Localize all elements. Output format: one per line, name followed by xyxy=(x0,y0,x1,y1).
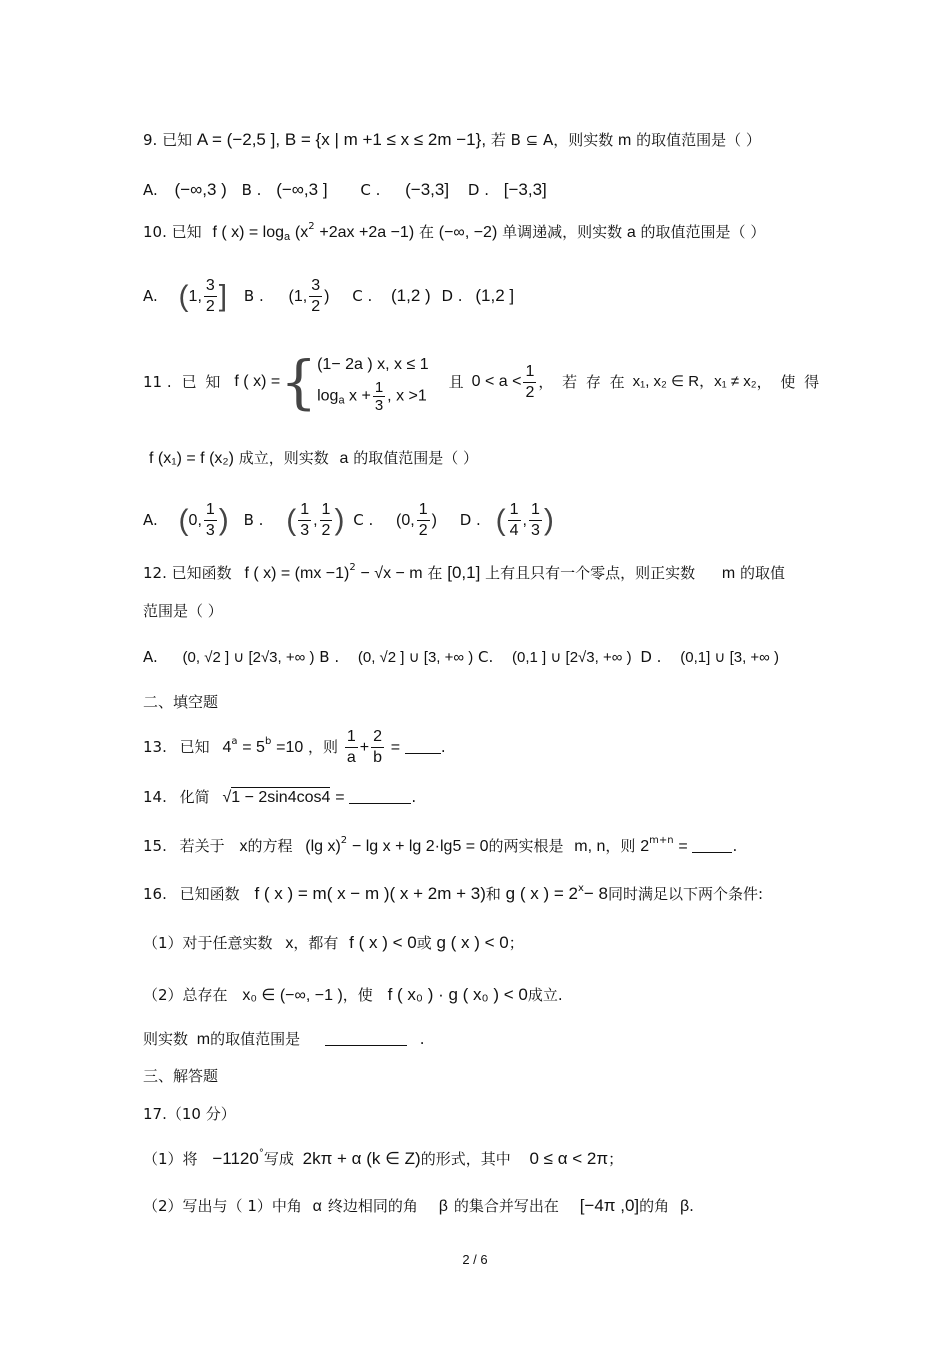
q11-variable: a xyxy=(339,450,349,467)
q10-option-a-label: A. xyxy=(143,287,158,305)
q16-g: g ( x ) = 2 xyxy=(505,884,578,903)
q15-equation: (lg x) xyxy=(305,838,341,855)
q17-interval: [−4π ,0] xyxy=(579,1196,640,1215)
question-10-stem xyxy=(143,222,813,243)
question-14: 14. 化简 √1 − 2sin4cos4 = . xyxy=(143,788,417,806)
q10-known: 已知 xyxy=(171,223,202,241)
q16-f: f ( x ) = m( x − m )( x + 2m + 3) xyxy=(254,884,486,903)
q9-option-c-label: C . xyxy=(360,181,381,199)
q11-holds: 成立，则实数 xyxy=(238,449,329,467)
q11-make: ， 使 得 xyxy=(756,373,822,391)
q9-set-a: A = (−2,5 ], xyxy=(196,130,281,149)
q11-number: 11 . xyxy=(143,373,172,391)
q16-answer-blank[interactable] xyxy=(325,1031,407,1046)
q16-condition-2-x0: x₀ ∈ (−∞, −1 ) xyxy=(242,987,343,1004)
q15-number: 15. xyxy=(143,837,167,855)
q9-known: 已知 xyxy=(162,131,193,149)
section-solutions-heading: 三、解答题 xyxy=(143,1067,219,1085)
q16-condition-2-product: f ( x₀ ) · g ( x₀ ) < 0 xyxy=(387,985,528,1004)
q12-text-on: 在 xyxy=(427,564,443,582)
question-12-stem-2 xyxy=(143,601,813,621)
q12-option-a: (0, √2 ] ∪ [2√3, +∞ ) xyxy=(182,649,315,666)
q11-and: 且 xyxy=(448,373,464,391)
q11-equality: f (x₁) = f (x₂) xyxy=(149,450,234,467)
q11-option-d-fraction-1: $\frac{1}{4}$ xyxy=(509,501,519,539)
question-17-part-2: （2）写出与（ 1）中角 α 终边相同的角 β 的集合并写出在 [−4π ,0]的角 β. xyxy=(143,1196,694,1215)
q14-text: 化简 xyxy=(179,788,210,806)
q12-option-c-label: C. xyxy=(478,648,494,666)
question-9-stem xyxy=(143,130,813,151)
question-11-stem-2 xyxy=(149,448,819,469)
q11-option-b-fraction-1: $\frac{1}{3}$ xyxy=(300,501,310,539)
q11-option-b-label: B . xyxy=(243,511,264,529)
question-11-stem xyxy=(143,340,822,424)
q10-variable: a xyxy=(626,224,636,241)
q11-function: f ( x) = xyxy=(234,373,281,390)
q11-option-a-label: A. xyxy=(143,511,158,529)
q9-number: 9. xyxy=(143,131,158,149)
q9-option-d: [−3,3] xyxy=(503,180,547,199)
q9-variable: m xyxy=(618,132,632,149)
q13-then: ，则 xyxy=(308,738,339,756)
q11-option-c-label: C . xyxy=(353,511,374,529)
q10-function: f ( x) = log xyxy=(212,224,285,241)
q10-option-b-fraction: $\frac{3}{2}$ xyxy=(311,277,321,315)
q12-option-b: (0, √2 ] ∪ [3, +∞ ) xyxy=(357,649,474,666)
q13-eq-b: = 5 xyxy=(242,739,265,756)
q16-number: 16. xyxy=(143,885,167,903)
q10-option-c: (1,2 ) xyxy=(391,286,431,305)
q12-ask-2: 范围是（ ） xyxy=(143,602,223,620)
q15-answer-blank[interactable] xyxy=(692,838,732,853)
q10-option-a-start: 1, xyxy=(188,288,202,305)
q17-score: （10 分） xyxy=(166,1105,236,1123)
q14-number: 14. xyxy=(143,788,167,806)
q10-square: 2 xyxy=(308,221,315,232)
question-16-condition-1: （1）对于任意实数 x，都有 f ( x ) < 0或 g ( x ) < 0； xyxy=(143,933,524,952)
question-15: 15. 若关于 x的方程 (lg x)$^2$ − lg x + lg 2·lg5 = 0的两实根是 m, n，则 $2^{m+n}$ = . xyxy=(143,835,738,855)
q10-text-in: 在 xyxy=(418,223,434,241)
q9-ask: 的取值范围是（ ） xyxy=(636,131,761,149)
q11-option-c-fraction: $\frac{1}{2}$ xyxy=(418,501,428,539)
q12-function-rest: − √x − m xyxy=(360,565,423,582)
q11-option-a-fraction: $\frac{1}{3}$ xyxy=(205,501,215,539)
q10-option-d-label: D . xyxy=(441,287,463,305)
q9-option-a-label: A. xyxy=(143,181,158,199)
q10-interval: (−∞, −2) xyxy=(438,224,498,241)
q10-number: 10. xyxy=(143,223,167,241)
q12-option-d: (0,1] ∪ [3, +∞ ) xyxy=(680,649,780,666)
question-17-header xyxy=(143,1104,813,1124)
q10-option-d: (1,2 ] xyxy=(475,286,515,305)
q13-known: 已知 xyxy=(179,738,210,756)
q15-power: 2 xyxy=(640,838,650,855)
question-12-stem xyxy=(143,563,813,584)
q13-eq-a: 4 xyxy=(222,739,232,756)
q12-text-zero: 上有且只有一个零点，则正实数 xyxy=(485,564,696,582)
q16-condition-1-g: g ( x ) < 0 xyxy=(436,933,509,952)
q11-known: 已 知 xyxy=(181,373,223,391)
page-number: 2 / 6 xyxy=(462,1252,488,1267)
question-16-stem: 16. 已知函数 f ( x ) = m( x − m )( x + 2m + 3)和 g ( x ) = $2^x- 8$同时满足以下两个条件: xyxy=(143,883,764,903)
q12-option-d-label: D . xyxy=(640,648,662,666)
q12-number: 12. xyxy=(143,564,167,582)
q10-ask: 的取值范围是（ ） xyxy=(640,223,766,241)
q13-fraction-1: $\frac{1}{a}$ xyxy=(346,728,356,766)
q16-text: 已知函数 xyxy=(179,885,240,903)
q12-option-b-label: B . xyxy=(319,648,340,666)
q12-interval: [0,1] xyxy=(447,563,481,582)
q11-condition: 0 < a < xyxy=(471,373,522,390)
q10-option-c-label: C . xyxy=(352,287,373,305)
q17-number: 17. xyxy=(143,1105,167,1123)
q12-square: 2 xyxy=(349,562,356,573)
question-16-ask: 则实数 m的取值范围是 . xyxy=(143,1030,425,1048)
q13-answer-blank[interactable] xyxy=(405,739,441,754)
q15-roots: m, n xyxy=(574,838,606,855)
q16-condition-1-f: f ( x ) < 0 xyxy=(349,933,417,952)
q15-variable: x xyxy=(239,838,248,855)
q12-ask: 的取值 xyxy=(740,564,786,582)
question-16-condition-2: （2）总存在 x₀ ∈ (−∞, −1 )，使 f ( x₀ ) · g ( x₀ ) < 0成立. xyxy=(143,985,563,1004)
q10-log-base: a xyxy=(284,231,291,243)
q11-condition-fraction: $\frac{1}{2}$ xyxy=(525,362,535,401)
q11-case-2: $\log_a x$ + $\frac{1}{3}$ , x >1 xyxy=(317,378,427,414)
q17-range: 0 ≤ α < 2π xyxy=(529,1149,609,1168)
q11-option-d-label: D . xyxy=(459,511,481,529)
q9-condition: 若 B ⊆ A，则实数 xyxy=(490,131,614,149)
q12-known: 已知函数 xyxy=(171,564,232,582)
question-10-options: A. (1, $\frac{3}{2}$ ] B . (1, $\frac{3}{2}$ ) C . (1,2 ) D . (1,2 ] xyxy=(143,277,515,315)
q11-option-d-fraction-2: $\frac{1}{3}$ xyxy=(530,501,540,539)
q17-angle: −1120 xyxy=(212,1149,259,1168)
q9-option-d-label: D . xyxy=(467,181,489,199)
q10-option-a-fraction: $\frac{3}{2}$ xyxy=(205,277,215,315)
question-17-part-1: （1）将 −1120°写成 2kπ + α (k ∈ Z)的形式，其中 0 ≤ α < 2π； xyxy=(143,1148,624,1168)
q11-piecewise-brace: { xyxy=(280,348,318,416)
q10-option-b-start: (1, xyxy=(288,288,308,305)
q11-option-b-fraction-2: $\frac{1}{2}$ xyxy=(321,501,331,539)
question-12-options xyxy=(143,647,813,668)
q15-text-1: 若关于 xyxy=(179,837,225,855)
q13-number: 13. xyxy=(143,738,167,756)
question-13: 13. 已知 $4^a = 5^b =10$ ，则 $\frac{1}{a}$ + $\frac{2}{b}$ = . xyxy=(143,728,446,766)
q12-option-c: (0,1 ] ∪ [2√3, +∞ ) xyxy=(512,649,632,666)
q11-piecewise xyxy=(317,351,429,414)
q9-option-c: (−3,3] xyxy=(405,180,450,199)
q12-function: f ( x) = (mx −1) xyxy=(244,565,350,582)
q13-eq-c: =10 xyxy=(276,739,304,756)
q11-case-1: (1− 2a ) x, x ≤ 1 xyxy=(317,355,429,373)
q12-variable: m xyxy=(721,565,736,582)
question-9-options xyxy=(143,180,813,200)
q17-form: 2kπ + α (k ∈ Z) xyxy=(302,1149,421,1168)
q10-argument: (x xyxy=(294,224,309,241)
q14-answer-blank[interactable] xyxy=(349,789,411,804)
question-11-options: A. (0, $\frac{1}{3}$ ) B . ( $\frac{1}{3}$ , $\frac{1}{2}$ ) C . (0, $\frac{1}{2}$ ) D . ( $\frac{1}{4}$ , $\frac{1}{3}$ ) xyxy=(143,501,554,539)
q9-set-b: B = {x | m +1 ≤ x ≤ 2m −1}, xyxy=(284,130,487,149)
q14-expression: 1 − 2sin4cos4 xyxy=(231,789,331,806)
q10-text-decreasing: 单调递减，则实数 xyxy=(502,223,623,241)
q9-option-a: (−∞,3 ) xyxy=(174,180,227,199)
q10-argument-rest: +2ax +2a −1) xyxy=(319,224,415,241)
q11-exists: ， 若 存 在 xyxy=(538,373,627,391)
q13-fraction-2: $\frac{2}{b}$ xyxy=(373,728,382,766)
q9-option-b-label: B . xyxy=(241,181,262,199)
q15-equation-rest: − lg x + lg 2·lg5 = 0 xyxy=(351,838,489,855)
q9-option-b: (−∞,3 ] xyxy=(276,180,328,199)
q12-option-a-label: A. xyxy=(143,648,158,666)
q10-option-b-label: B . xyxy=(243,287,264,305)
q11-ask: 的取值范围是（ ） xyxy=(353,449,478,467)
section-fill-in-heading: 二、填空题 xyxy=(143,693,219,711)
q11-x1-x2: x₁, x₂ ∈ R，x₁ ≠ x₂ xyxy=(632,373,757,390)
